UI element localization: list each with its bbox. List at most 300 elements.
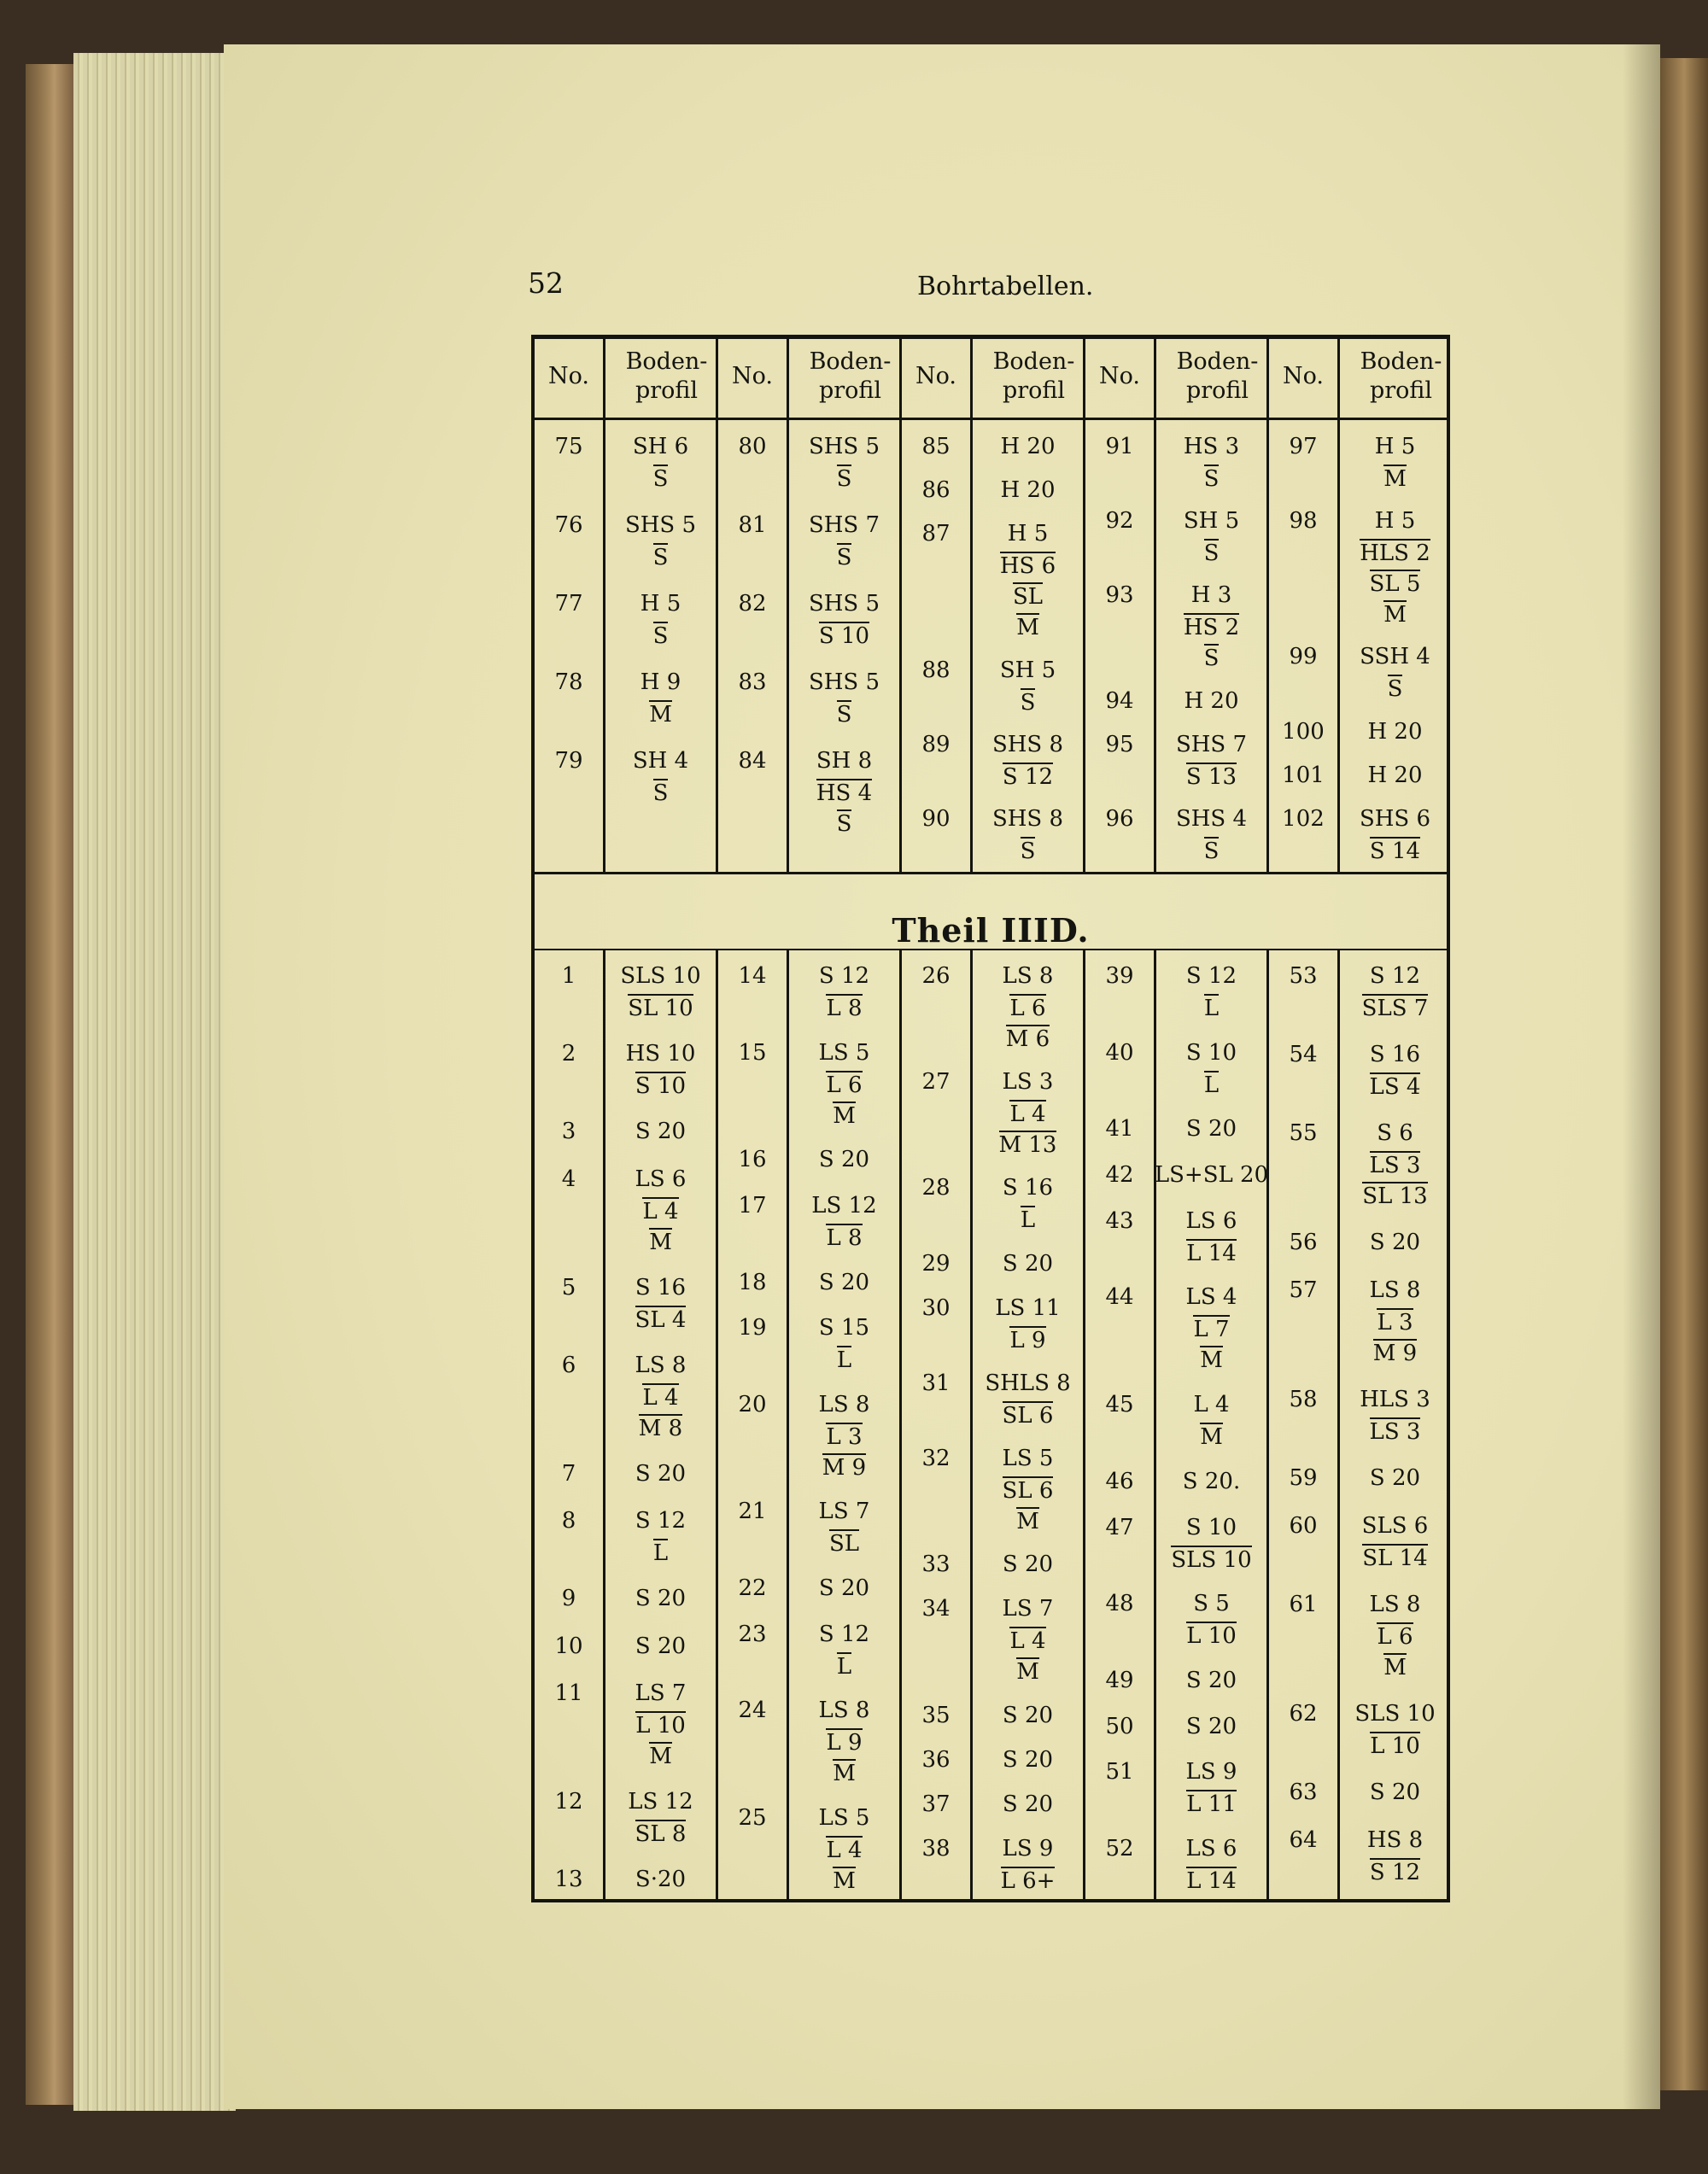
- header-no: No.: [548, 363, 589, 389]
- profile-layer: L: [652, 1540, 669, 1567]
- profile-layer: M: [649, 1743, 672, 1769]
- section-rule-top: [535, 872, 1447, 874]
- soil-profile: [1337, 1227, 1453, 1258]
- profile-layer: SL 14: [1362, 1546, 1428, 1571]
- entry-number: 34: [921, 1596, 951, 1622]
- soil-profile: [970, 961, 1085, 1053]
- soil-profile: [1337, 1698, 1453, 1760]
- profile-layer: M: [1383, 602, 1407, 628]
- entry-number: 86: [921, 477, 951, 504]
- soil-profile: [603, 1164, 718, 1256]
- profile-layer: SSH 4: [1360, 644, 1430, 670]
- soil-profile: [1154, 1711, 1269, 1742]
- soil-profile: [970, 1549, 1085, 1580]
- profile-layer: SHS 7: [1175, 731, 1248, 757]
- profile-layer: S: [652, 780, 669, 806]
- soil-profile: [603, 1631, 718, 1662]
- soil-profile: [1154, 506, 1269, 567]
- entry-number: 83: [738, 669, 767, 695]
- profile-layer: S 10: [635, 1073, 687, 1100]
- profile-layer: M: [1016, 615, 1039, 641]
- profile-layer: H 20: [1367, 762, 1423, 788]
- entry-number: 15: [738, 1039, 767, 1066]
- entry-number: 39: [1105, 963, 1134, 989]
- entry-number: 101: [1282, 762, 1325, 788]
- entry-number: 3: [561, 1119, 576, 1145]
- profile-layer: M 9: [822, 1454, 867, 1481]
- profile-layer: SHS 5: [624, 512, 697, 538]
- entry-number: 9: [561, 1586, 576, 1612]
- soil-profile: [1337, 804, 1453, 865]
- profile-layer: LS 7: [818, 1499, 870, 1525]
- entry-number: 52: [1105, 1836, 1134, 1861]
- profile-layer: S 20: [1369, 1780, 1421, 1805]
- soil-profile: [970, 1443, 1085, 1535]
- profile-layer: S·20: [635, 1867, 687, 1892]
- profile-layer: LS 4: [1185, 1284, 1237, 1311]
- soil-profile: [1154, 1282, 1269, 1374]
- entry-number: 6: [561, 1352, 576, 1378]
- entry-number: 13: [554, 1867, 583, 1892]
- profile-layer: SHS 4: [1175, 806, 1248, 832]
- entry-number: 55: [1289, 1120, 1318, 1146]
- soil-profile: [970, 804, 1085, 865]
- soil-profile: [970, 1248, 1085, 1279]
- soil-profile: [603, 1458, 718, 1489]
- soil-profile: [970, 475, 1085, 506]
- soil-profile: [787, 1144, 902, 1175]
- profile-layer: SL 5: [1369, 571, 1421, 598]
- profile-layer: LS 7: [1002, 1596, 1054, 1622]
- book-spine: [26, 64, 73, 2105]
- entry-number: 36: [921, 1746, 951, 1773]
- entry-number: 24: [738, 1698, 767, 1724]
- profile-layer: L: [1020, 1207, 1036, 1234]
- profile-layer: LS 3: [1369, 1419, 1421, 1445]
- profile-layer: LS 7: [635, 1680, 687, 1706]
- profile-layer: L 3: [826, 1423, 863, 1450]
- running-title: Bohrtabellen.: [917, 272, 1094, 301]
- entry-number: 80: [738, 434, 767, 459]
- soil-profile: [1154, 580, 1269, 672]
- soil-profile: [1154, 804, 1269, 865]
- entry-number: 32: [921, 1446, 951, 1471]
- soil-profile: [970, 655, 1085, 716]
- entry-number: 44: [1105, 1284, 1134, 1311]
- profile-layer: L 4: [826, 1838, 863, 1863]
- profile-layer: S 12: [1002, 763, 1054, 790]
- soil-profile: [603, 667, 718, 728]
- profile-layer: S 20: [635, 1586, 687, 1612]
- entry-number: 60: [1289, 1513, 1318, 1539]
- entry-number: 78: [554, 669, 583, 695]
- soil-profile: [970, 518, 1085, 641]
- profile-layer: L 14: [1186, 1240, 1237, 1266]
- entry-number: 98: [1289, 508, 1318, 535]
- profile-layer: L 4: [642, 1384, 679, 1411]
- profile-layer: LS 12: [628, 1788, 693, 1815]
- soil-profile: [1337, 1384, 1453, 1446]
- profile-layer: S 20: [1369, 1465, 1421, 1491]
- profile-layer: S: [652, 466, 669, 492]
- profile-layer: L 4: [1009, 1102, 1046, 1128]
- profile-layer: L 4: [1193, 1392, 1230, 1418]
- soil-profile: [787, 961, 902, 1022]
- entry-number: 92: [1105, 508, 1134, 535]
- entry-number: 48: [1105, 1591, 1134, 1617]
- profile-layer: S: [1203, 646, 1220, 672]
- profile-layer: S: [652, 623, 669, 649]
- entry-number: 81: [738, 512, 767, 538]
- soil-profile: [603, 745, 718, 807]
- entry-number: 37: [921, 1791, 951, 1817]
- profile-layer: L: [836, 1347, 852, 1374]
- soil-profile: [1337, 1118, 1453, 1210]
- profile-layer: M: [1383, 466, 1407, 492]
- profile-layer: L 3: [1377, 1310, 1413, 1335]
- profile-layer: S 10: [818, 623, 870, 649]
- header-no: No.: [915, 363, 956, 389]
- soil-profile: [787, 1267, 902, 1298]
- profile-layer: S: [1203, 466, 1220, 492]
- profile-layer: M 13: [998, 1132, 1057, 1159]
- soil-profile: [1154, 1833, 1269, 1895]
- entry-number: 89: [921, 731, 951, 757]
- profile-layer: M: [833, 1868, 856, 1894]
- soil-profile: [787, 1037, 902, 1130]
- profile-layer: L 4: [1009, 1628, 1046, 1655]
- profile-layer: S 13: [1185, 763, 1237, 790]
- profile-layer: HS 6: [999, 553, 1056, 580]
- profile-layer: H 20: [1000, 434, 1056, 459]
- header-rule: [535, 418, 1447, 420]
- profile-layer: SH 5: [1183, 508, 1240, 535]
- profile-layer: S 12: [1369, 1860, 1421, 1885]
- entry-number: 41: [1105, 1116, 1134, 1143]
- soil-profile: [1337, 961, 1453, 1022]
- soil-profile: [787, 1389, 902, 1481]
- profile-layer: LS 8: [1369, 1592, 1421, 1617]
- profile-layer: S: [1203, 839, 1220, 864]
- entry-number: 31: [921, 1370, 951, 1396]
- profile-layer: H 20: [1000, 477, 1056, 504]
- profile-layer: S: [836, 702, 852, 728]
- profile-layer: L 6: [1377, 1624, 1413, 1650]
- profile-layer: HS 3: [1183, 434, 1240, 459]
- soil-profile: [1337, 1039, 1453, 1101]
- profile-layer: L 6: [1009, 996, 1046, 1021]
- profile-layer: S 20: [1185, 1667, 1237, 1693]
- entry-number: 99: [1289, 644, 1318, 670]
- profile-layer: H 3: [1190, 582, 1232, 609]
- profile-layer: LS 6: [635, 1166, 687, 1192]
- header-no: No.: [1099, 363, 1140, 389]
- entry-number: 100: [1282, 718, 1325, 745]
- entry-number: 5: [561, 1274, 576, 1300]
- profile-layer: S: [836, 811, 852, 837]
- entry-number: 33: [921, 1552, 951, 1578]
- profile-layer: LS 8: [818, 1391, 870, 1417]
- profile-layer: SLS 7: [1361, 996, 1429, 1021]
- profile-layer: S 16: [1369, 1042, 1421, 1067]
- header-profile-line2: profil: [1185, 377, 1249, 404]
- entry-number: 64: [1289, 1827, 1318, 1853]
- profile-layer: SH 5: [999, 657, 1056, 683]
- profile-layer: S 20: [1002, 1791, 1054, 1817]
- soil-profile: [603, 1864, 718, 1895]
- profile-layer: SL 8: [635, 1820, 687, 1847]
- profile-layer: SL: [828, 1531, 860, 1557]
- header-no: No.: [1283, 363, 1324, 389]
- profile-layer: S 12: [1185, 963, 1237, 989]
- profile-layer: LS 9: [1185, 1759, 1237, 1785]
- entry-number: 96: [1105, 806, 1134, 832]
- soil-profile: [787, 1312, 902, 1374]
- profile-layer: LS 3: [1369, 1153, 1421, 1178]
- soil-profile: [970, 1700, 1085, 1731]
- profile-layer: SH 6: [632, 434, 689, 459]
- profile-layer: M: [1383, 1655, 1407, 1680]
- profile-layer: LS 5: [1002, 1446, 1054, 1471]
- profile-layer: S 20: [635, 1461, 687, 1487]
- entry-number: 35: [921, 1702, 951, 1728]
- entry-number: 30: [921, 1294, 951, 1321]
- profile-layer: M: [1016, 1509, 1039, 1534]
- entry-number: 61: [1289, 1592, 1318, 1617]
- profile-layer: H 5: [1374, 508, 1416, 535]
- profile-layer: L 7: [1193, 1317, 1230, 1343]
- profile-layer: LS 8: [1369, 1277, 1421, 1303]
- profile-layer: LS 9: [1002, 1836, 1054, 1861]
- entry-number: 76: [554, 512, 583, 538]
- profile-layer: SLS 10: [1171, 1546, 1252, 1573]
- profile-layer: H 20: [1184, 687, 1239, 714]
- page-gutter: [1623, 44, 1660, 2109]
- entry-number: 50: [1105, 1713, 1134, 1739]
- profile-layer: HS 4: [816, 780, 873, 806]
- entry-number: 58: [1289, 1387, 1318, 1412]
- entry-number: 27: [921, 1069, 951, 1096]
- entry-number: 29: [921, 1250, 951, 1277]
- profile-layer: SHS 5: [808, 434, 880, 459]
- soil-profile: [1154, 729, 1269, 791]
- entry-number: 45: [1105, 1392, 1134, 1418]
- profile-layer: L 6: [826, 1072, 863, 1098]
- profile-layer: M: [649, 702, 672, 728]
- profile-layer: HLS 3: [1360, 1387, 1430, 1412]
- profile-layer: S 20: [1002, 1552, 1054, 1578]
- profile-layer: S 15: [818, 1315, 870, 1341]
- profile-layer: LS 8: [818, 1698, 870, 1724]
- soil-profile: [1337, 1825, 1453, 1886]
- profile-layer: S 14: [1369, 839, 1421, 864]
- header-profile-line2: profil: [635, 377, 699, 404]
- header-no: No.: [732, 363, 773, 389]
- entry-number: 102: [1282, 806, 1325, 832]
- header-profile-line1: Boden-: [992, 348, 1075, 375]
- profile-layer: S 20.: [1182, 1468, 1241, 1494]
- entry-number: 21: [738, 1499, 767, 1525]
- soil-profile: [1154, 1588, 1269, 1650]
- entry-number: 14: [738, 963, 767, 989]
- profile-layer: S: [836, 545, 852, 570]
- soil-profile: [1154, 1512, 1269, 1574]
- entry-number: 49: [1105, 1667, 1134, 1693]
- soil-profile: [970, 1833, 1085, 1895]
- entry-number: 26: [921, 963, 951, 989]
- page-edges: [73, 53, 236, 2111]
- soil-profile: [970, 1789, 1085, 1820]
- section-title: Theil IIID.: [892, 911, 1090, 950]
- profile-layer: SHS 6: [1359, 806, 1431, 832]
- soil-profile: [1337, 1275, 1453, 1367]
- profile-layer: S 20: [1185, 1713, 1237, 1739]
- entry-number: 4: [561, 1166, 576, 1192]
- soil-profile: [603, 1350, 718, 1442]
- entry-number: 62: [1289, 1701, 1318, 1727]
- profile-layer: SLS 10: [620, 963, 701, 989]
- soil-profile: [603, 431, 718, 493]
- facing-page-edge: [1660, 58, 1708, 2090]
- profile-layer: L 8: [826, 1224, 863, 1251]
- soil-profile: [603, 1038, 718, 1100]
- soil-profile: [1154, 686, 1269, 716]
- entry-number: 40: [1105, 1039, 1134, 1066]
- profile-layer: M: [649, 1229, 672, 1255]
- profile-layer: H 5: [1374, 434, 1416, 459]
- soil-profile: [787, 1619, 902, 1680]
- entry-number: 85: [921, 434, 951, 459]
- entry-number: 82: [738, 591, 767, 617]
- profile-layer: SL 4: [635, 1306, 687, 1333]
- header-profile-line2: profil: [818, 377, 882, 404]
- soil-profile: [787, 431, 902, 493]
- profile-layer: SH 4: [632, 748, 689, 774]
- profile-layer: S: [652, 545, 669, 570]
- profile-layer: SL 6: [1002, 1402, 1054, 1429]
- entry-number: 19: [738, 1315, 767, 1341]
- profile-layer: H 5: [640, 591, 681, 617]
- profile-layer: S 12: [818, 963, 870, 989]
- entry-number: 8: [561, 1508, 576, 1534]
- profile-layer: S 20: [818, 1147, 870, 1173]
- profile-layer: S 6: [1377, 1120, 1413, 1146]
- profile-layer: S 20: [1002, 1250, 1054, 1277]
- soil-profile: [787, 1190, 902, 1252]
- profile-layer: SL 13: [1362, 1183, 1428, 1209]
- profile-layer: M: [1200, 1424, 1223, 1451]
- profile-layer: L 10: [635, 1712, 686, 1739]
- soil-profile: [603, 1116, 718, 1147]
- profile-layer: S 16: [1002, 1175, 1054, 1201]
- soil-profile: [1337, 1463, 1453, 1493]
- entry-number: 51: [1105, 1759, 1134, 1785]
- entry-number: 91: [1105, 434, 1134, 459]
- soil-profile: [970, 1293, 1085, 1354]
- entry-number: 53: [1289, 963, 1318, 989]
- soil-profile: [603, 588, 718, 650]
- soil-profile-table: [531, 335, 1450, 1902]
- soil-profile: [970, 1368, 1085, 1429]
- soil-profile: [603, 1678, 718, 1770]
- profile-layer: SL 10: [628, 996, 693, 1021]
- entry-number: 22: [738, 1575, 767, 1602]
- profile-layer: LS+SL 20: [1154, 1162, 1269, 1189]
- profile-layer: M: [833, 1761, 856, 1787]
- soil-profile: [787, 510, 902, 571]
- entry-number: 47: [1105, 1514, 1134, 1540]
- soil-profile: [603, 510, 718, 571]
- profile-layer: SLS 10: [1354, 1701, 1436, 1727]
- entry-number: 25: [738, 1805, 767, 1831]
- soil-profile: [787, 667, 902, 728]
- profile-layer: S: [1387, 676, 1403, 703]
- profile-layer: L 6+: [1000, 1868, 1056, 1894]
- profile-layer: M 6: [1005, 1026, 1050, 1052]
- profile-layer: L 9: [1009, 1327, 1046, 1353]
- soil-profile: [1154, 1756, 1269, 1818]
- profile-layer: S: [1203, 541, 1220, 567]
- profile-layer: SHS 5: [808, 591, 880, 617]
- entry-number: 97: [1289, 434, 1318, 459]
- profile-layer: S 20: [818, 1575, 870, 1602]
- entry-number: 56: [1289, 1230, 1318, 1255]
- entry-number: 93: [1105, 582, 1134, 609]
- profile-layer: H 20: [1367, 718, 1423, 745]
- profile-layer: HLS 2: [1360, 541, 1430, 567]
- profile-layer: S: [836, 466, 852, 492]
- profile-layer: LS 8: [635, 1352, 687, 1378]
- profile-layer: S 20: [635, 1633, 687, 1659]
- profile-layer: HS 10: [625, 1041, 696, 1067]
- entry-number: 87: [921, 521, 951, 547]
- profile-layer: S 16: [635, 1274, 687, 1300]
- profile-layer: L 11: [1186, 1791, 1237, 1818]
- entry-number: 12: [554, 1788, 583, 1815]
- soil-profile: [787, 1496, 902, 1557]
- soil-profile: [787, 745, 902, 838]
- soil-profile: [787, 588, 902, 650]
- entry-number: 94: [1105, 687, 1134, 714]
- profile-layer: SHS 8: [991, 731, 1064, 757]
- entry-number: 16: [738, 1147, 767, 1173]
- profile-layer: SLS 6: [1361, 1513, 1429, 1539]
- soil-profile: [970, 1593, 1085, 1686]
- soil-profile: [603, 1505, 718, 1567]
- header-profile-line1: Boden-: [809, 348, 892, 375]
- profile-layer: S 20: [635, 1119, 687, 1145]
- entry-number: 42: [1105, 1162, 1134, 1189]
- profile-layer: SHS 7: [808, 512, 880, 538]
- entry-number: 90: [921, 806, 951, 832]
- profile-layer: S 20: [1002, 1702, 1054, 1728]
- entry-number: 54: [1289, 1042, 1318, 1067]
- soil-profile: [1154, 1206, 1269, 1267]
- profile-layer: M: [1016, 1659, 1039, 1686]
- profile-layer: M 8: [638, 1415, 683, 1441]
- profile-layer: S: [1020, 839, 1036, 864]
- header-profile-line1: Boden-: [1176, 348, 1259, 375]
- profile-layer: HS 2: [1183, 615, 1240, 641]
- soil-profile: [1154, 1389, 1269, 1451]
- soil-profile: [1154, 431, 1269, 493]
- soil-profile: [970, 1172, 1085, 1234]
- entry-number: 46: [1105, 1468, 1134, 1494]
- soil-profile: [970, 1744, 1085, 1775]
- soil-profile: [1154, 961, 1269, 1022]
- profile-layer: S 20: [1369, 1230, 1421, 1255]
- entry-number: 2: [561, 1041, 576, 1067]
